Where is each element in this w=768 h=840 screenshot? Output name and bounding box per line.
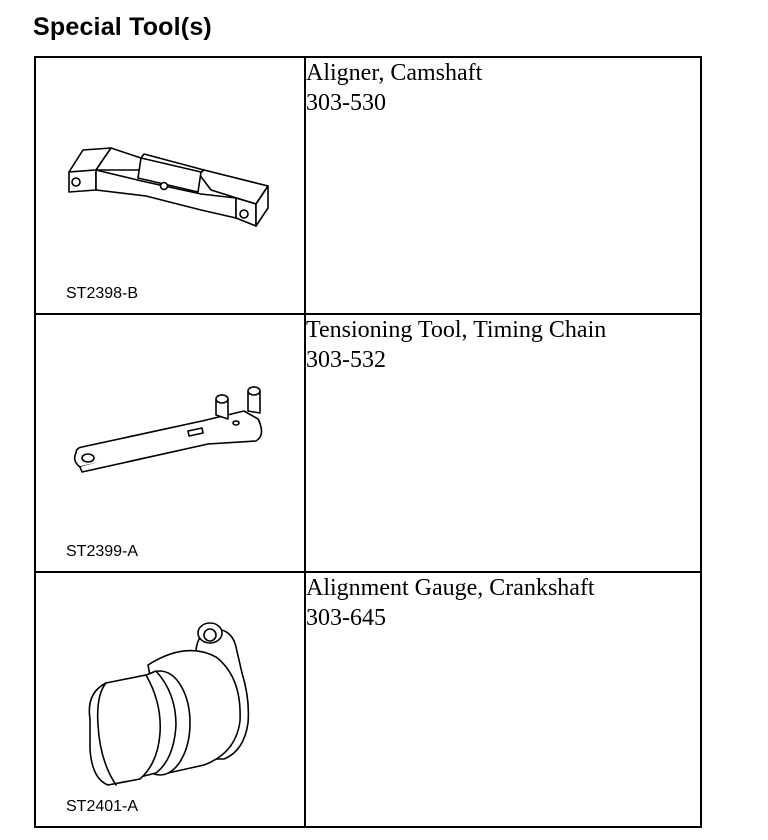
tool-code: ST2398-B bbox=[66, 285, 139, 302]
tool-illustration-cell bbox=[35, 314, 305, 572]
tool-name: Tensioning Tool, Timing Chain bbox=[306, 317, 607, 343]
table-row bbox=[35, 57, 701, 314]
tool-description-cell bbox=[305, 314, 701, 572]
tool-number: 303-530 bbox=[306, 90, 386, 116]
tool-number: 303-532 bbox=[306, 347, 386, 373]
special-tools-table bbox=[34, 56, 702, 828]
tool-description-cell bbox=[305, 572, 701, 827]
tool-name: Alignment Gauge, Crankshaft bbox=[306, 575, 595, 601]
tool-illustration-cell bbox=[35, 57, 305, 314]
table-row bbox=[35, 314, 701, 572]
tool-code: ST2399-A bbox=[66, 543, 139, 560]
tool-description-cell bbox=[305, 57, 701, 314]
page-title: Special Tool(s) bbox=[33, 13, 212, 41]
camshaft-aligner-icon bbox=[36, 58, 304, 313]
tool-name: Aligner, Camshaft bbox=[306, 60, 483, 86]
tool-code: ST2401-A bbox=[66, 798, 139, 815]
tool-illustration-cell bbox=[35, 572, 305, 827]
crankshaft-gauge-icon bbox=[36, 573, 304, 826]
tool-number: 303-645 bbox=[306, 605, 386, 631]
table-row bbox=[35, 572, 701, 827]
tensioning-tool-icon bbox=[36, 315, 304, 571]
